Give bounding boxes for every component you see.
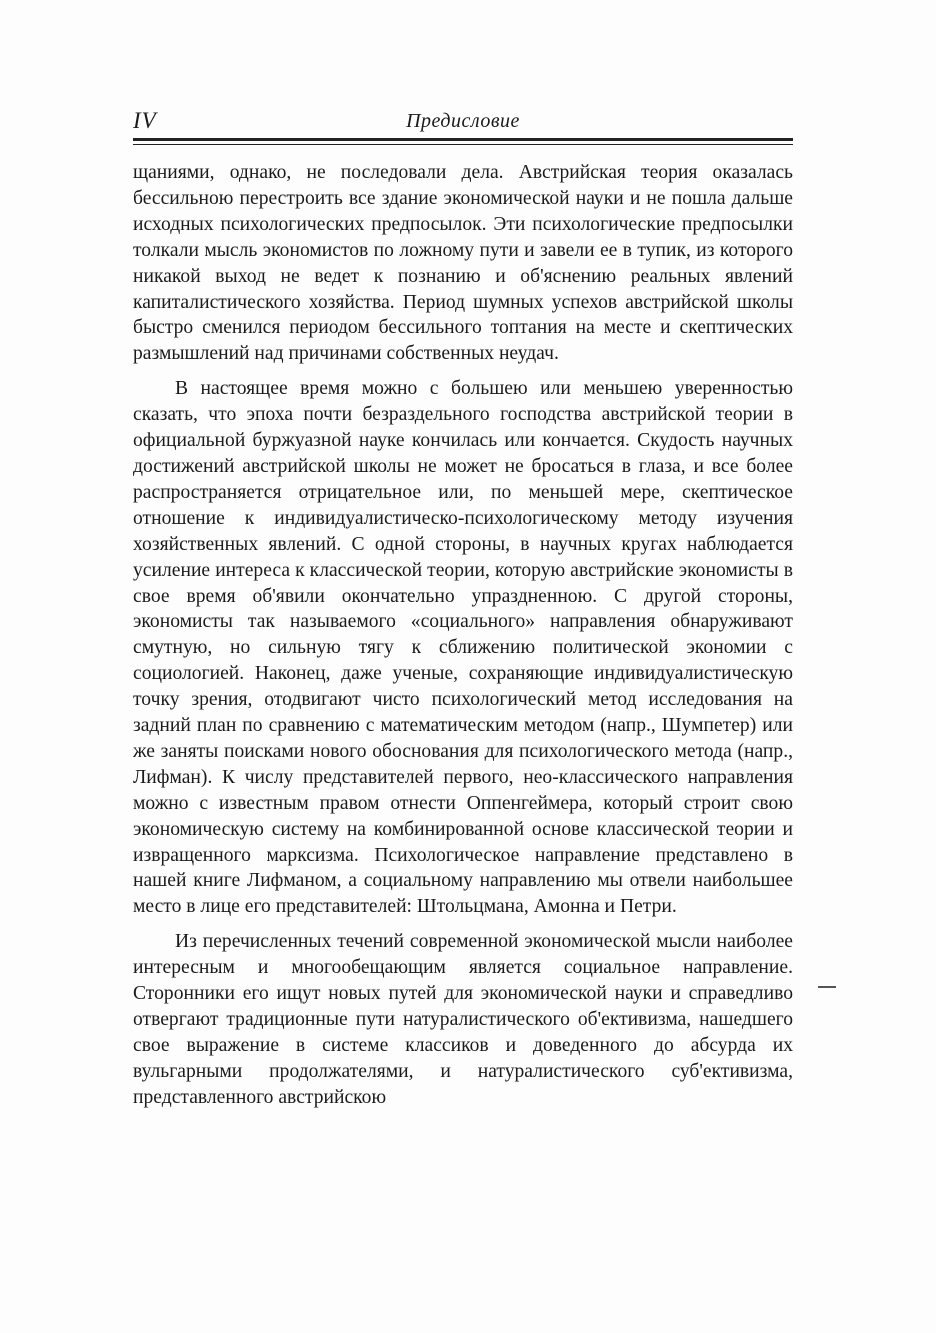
paragraph-continued: щаниями, однако, не последовали дела. Австрийская теория оказалась бессильною перестроить все здание экономической науки и не пошла дальше исходных психологических предпосылок. Эти психологические предпосылки толкали мысль экономистов по ложному пути и завели ее в тупик, из которого никакой выход не ведет к познанию и об'яснению реальных явлений капиталистического хозяйства. Период шумных успехов австрийской школы быстро сменился периодом бессильного топтания на месте и скептических размышлений над причинами собственных неудач. bbox=[133, 162, 793, 365]
header-rule-thin bbox=[133, 144, 793, 145]
page-header bbox=[133, 108, 793, 136]
page-number: IV bbox=[133, 108, 157, 133]
body-text bbox=[133, 160, 793, 1111]
header-rule-thick bbox=[133, 138, 793, 141]
paragraph: Из перечисленных течений современной экономической мысли наиболее интересным и многообещающим является социальное направление. Сторонники его ищут новых путей для экономической науки и справедливо отвергают традиционные пути натуралистического об'ективизма, нашедшего свое выражение в системе классиков и доведенного до абсурда их вульгарными продолжателями, и натуралистического суб'ективизма, представленного австрийскою bbox=[133, 931, 793, 1108]
paragraph: В настоящее время можно с большею или меньшею уверенностью сказать, что эпоха почти безраздельного господства австрийской теории в официальной буржуазной науке кончилась или кончается. Скудость научных достижений австрийской школы не может не бросаться в глаза, и все более распространяется отрицательное или, по меньшей мере, скептическое отношение к индивидуалистическо-психологическому методу изучения хозяйственных явлений. С одной стороны, в научных кругах наблюдается усиление интереса к классической теории, которую австрийские экономисты в свое время об'явили окончательно упраздненною. С другой стороны, экономисты так называемого «социального» направления обнаруживают смутную, но сильную тягу к сближению политической экономии с социологией. Наконец, даже ученые, сохраняющие индивидуалистическую точку зрения, отодвигают чисто психологический метод исследования на задний план по сравнению с математическим методом (напр., Шумпетер) или же заняты поисками нового обоснования для психологического метода (напр., Лифман). К числу представителей первого, нео-классического направления можно с известным правом отнести Оппенгеймера, который строит свою экономическую систему на комбинированной основе классической теории и извращенного марксизма. Психологическое направление представлено в нашей книге Лифманом, а социальному направлению мы отвели наибольшее место в лице его представителей: Штольцмана, Амонна и Петри. bbox=[133, 378, 793, 918]
running-title: Предисловие bbox=[406, 110, 520, 132]
margin-mark bbox=[818, 986, 836, 988]
